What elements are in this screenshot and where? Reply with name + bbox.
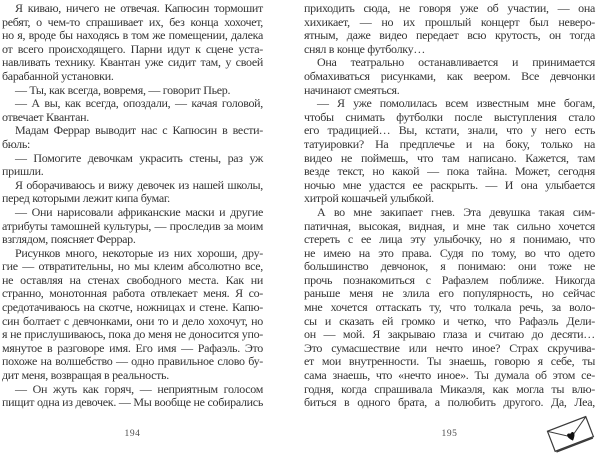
text-line: — Я уже помолилась всем известным мне богам, xyxy=(317,96,595,111)
text-line: барабанной установки. xyxy=(2,68,114,83)
text-line: — Они нарисовали африканские маски и другие xyxy=(15,204,263,219)
text-line: раньше меня не злила его популярность, но сейчас xyxy=(304,286,595,301)
text-line: бюль: xyxy=(2,136,31,151)
text-line: Это сумасшествие или нечто иное? Страх скручива- xyxy=(304,340,595,355)
page-left xyxy=(2,2,263,410)
page-right-text xyxy=(304,2,595,410)
text-line: — Он жуть как горяч, — неприятным голосом xyxy=(15,381,263,396)
text-line: я не прислушиваюсь, пока до меня не доносится упо- xyxy=(2,327,263,342)
text-line: от всего происходящего. Парни идут к сцене уста- xyxy=(2,41,263,56)
text-line: А во мне закипает гнев. Эта девушка такая сим- xyxy=(317,204,595,219)
text-line: стереть с ее лица эту улыбочку, но я понимаю, что xyxy=(304,232,595,247)
text-line: биться в одного брата, а полюбить другого. Да, Леа, xyxy=(304,395,595,410)
page-number-right: 195 xyxy=(441,429,458,439)
text-line: сама знаешь, что «нечто иное». Ты думала об этом се- xyxy=(304,368,595,383)
text-line: Рисунков много, некоторые из них хороши, дру- xyxy=(15,245,263,260)
text-line: он — мой. Я закрываю глаза и считаю до десяти… xyxy=(304,327,595,342)
text-line: Она театрально останавливается и принимается xyxy=(317,55,595,70)
text-line: годня, когда спрашивала Микаэля, как могла ты влю- xyxy=(304,381,595,396)
text-line: гие — отвратительны, но мы клеим абсолютно все, xyxy=(2,259,263,274)
text-line: странно, монотонная работа отвлекает меня. Я со- xyxy=(2,286,263,301)
text-line: прочь познакомиться с Рафаэлем поближе. Никогда xyxy=(304,272,595,287)
text-line: навливать технику. Квантан уже сидит там, у своей xyxy=(2,55,263,70)
text-line: везде текст, но какой — пока тайна. Может, сегодня xyxy=(304,164,595,179)
text-line: Я киваю, ничего не отвечая. Капюсин тормошит xyxy=(15,1,263,15)
text-line: мне хочется оттаскать ту, что толкала речь, за воло- xyxy=(304,300,595,315)
text-line: патичная, высокая, видная, и мне так сильно хочется xyxy=(304,218,595,233)
text-line: — Ты, как всегда, вовремя, — говорит Пьер. xyxy=(15,82,231,97)
text-line: его традицией… Вы, кстати, знали, что у него есть xyxy=(304,123,595,138)
text-line: снял в конце футболку… xyxy=(304,41,426,56)
text-line: хихикает, — но их прошлый концерт был неверо- xyxy=(304,14,595,29)
text-line: не имею на это права. Судя по тому, во что одето xyxy=(304,245,595,260)
text-line: средотачиваюсь на скотче, ножницах и стене. Капю- xyxy=(2,300,263,315)
text-line: отвечает Квантан. xyxy=(2,109,89,124)
text-line: хитрой кошачьей улыбкой. xyxy=(304,191,434,206)
text-line: — Помогите девочкам украсить стены, раз уж xyxy=(15,150,263,165)
text-line: мянутое в разговоре имя. Его имя — Рафаэль. Это xyxy=(2,340,263,355)
text-line: син болтает с девчонками, они то и дело хохочут, но xyxy=(2,313,263,328)
text-line: ночью мне удастся ее раскрыть. — И она улыбается xyxy=(304,177,595,192)
text-line: дит меня, возвращая в реальность. xyxy=(2,368,169,383)
text-line: начинают смеяться. xyxy=(304,82,400,97)
envelope-heart-icon xyxy=(545,410,597,456)
text-line: татуировки? На предплечье и на боку, только на xyxy=(304,136,595,151)
page-number-left: 194 xyxy=(124,429,141,439)
text-line: взглядом, поясняет Феррар. xyxy=(2,232,136,247)
text-line: — А вы, как всегда, опоздали, — качая головой, xyxy=(15,96,263,111)
text-line: сы и сказать ей громко и четко, что Рафаэль Дели- xyxy=(304,313,595,328)
text-line: большинство девчонок, я понимаю: они тоже не xyxy=(304,259,595,274)
text-line: Мадам Феррар выводит нас с Капюсин в вести- xyxy=(15,123,263,138)
text-line: но я, вроде бы находясь в том же помещении, далека xyxy=(2,28,263,43)
text-line: не оставляя на стенах свободного места. Как ни xyxy=(2,272,263,287)
page-right xyxy=(304,2,595,410)
text-line: приходить сюда, не говоря уже об участии, — она xyxy=(304,1,595,15)
text-line: чтобы снимать футболки после выступления стало xyxy=(304,109,595,124)
page-left-text xyxy=(2,2,263,410)
text-line: перед которыми лежит кипа бумаг. xyxy=(2,191,170,206)
text-line: ет мои внутренности. Ты знаешь, говорю я себе, ты xyxy=(304,354,595,369)
text-line: Я оборачиваюсь и вижу девочек из нашей школы, xyxy=(15,177,263,192)
text-line: обмахиваться рисунками, как веером. Все девчонки xyxy=(304,68,595,83)
text-line: видео не поймешь, что там написано. Кажется, там xyxy=(304,150,595,165)
text-line: атрибуты тамошней культуры, — проследив за моим xyxy=(2,218,263,233)
text-line: ребят, о чем-то спрашивает их, без конца хохочет, xyxy=(2,14,263,29)
text-line: похоже на волшебство — одно правильное слово бу- xyxy=(2,354,263,369)
text-line: пришли. xyxy=(2,164,44,179)
text-line: пищит одна из девочек. — Мы вообще не собирались xyxy=(2,395,263,410)
text-line: ятным, даже видео передает всю крутость, он тогда xyxy=(304,28,595,43)
